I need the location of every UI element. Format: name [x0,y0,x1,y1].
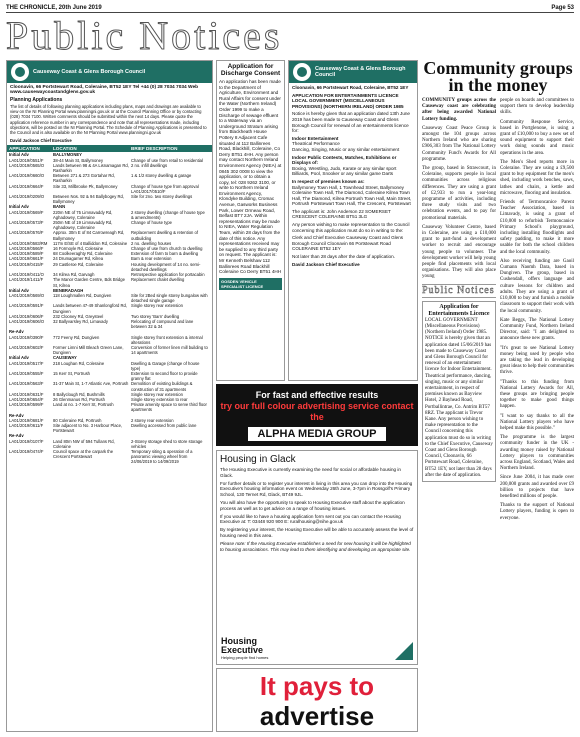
housing-in-glack-notice [216,450,418,665]
table-row [7,262,212,272]
council-address: Cloonavin, 66 Portstewart Road, Coleraine, BT52 1EY Tel +44 (0) 28 7034 7034 Web www.causewaycoastandglens.gov.uk [10,85,199,95]
council-name: Causeway Coast & Glens Borough Council [33,69,146,75]
cell-location: 16 Formoyle Rd, Coleraine [53,246,104,252]
cell-application: Initial Adv [9,287,29,293]
cell-location: 34 Kilrea Rd, Garvagh [53,272,95,278]
logo-sub: Helping people find homes [221,655,269,660]
cell-description: Temporary siting & operation of a panoramic viewing wheel from 24/06/2019 to 14/09/2019 [131,449,193,465]
housing-body-5: By registering your interest, the Housing Executive will be able to accurately assess the level of housing need in this area. [220,527,414,538]
table-row [7,220,212,230]
cell-location: 218 Loughan Rd, Coleraine [53,360,105,366]
cell-location: 24 Drumagarner Rd, Kilrea [53,256,104,262]
planning-intro: The list of details of following planning applications including plans, maps and drawings are available to view on the NI Planning Portal www.planningni.gov.uk or at the Council Planning Office or by contacting (028) 7034 7100. Written comments should be submitted within the next 14 days. Please quote the application reference number in any correspondence and note that all representations made, including objections, will be posted on the NI Planning Portal. The Schedule of Planning Applications is presented to the Council and is also available on the NI Planning Portal www.planningni.gov.uk [10,104,207,136]
cell-description: 2-Storey storage shed to store storage vehicles [131,438,203,449]
cell-location: BANN [53,204,66,210]
public-notices-masthead: Public Notices [6,13,283,58]
licence-clerk: Clerk and Chief Executive Causeway Coast and Glens Borough Council Cloonavin 66 Portstewart Road COLERAINE BT52 1EY [292,235,404,252]
lic-box-body: LOCAL GOVERNMENT (Miscellaneous Provisions) (Northern Ireland) Order 1985. NOTICE is hereby given that an application dated 15/06/2019 has been made to Causeway Coast and Glens Borough Council for renewal of an entertainment licence for Indoor Entertainment. Theatrical performance, dancing, singing, music or any similar entertainment, in respect of premises known as Bayview Hotel, 2 Bayhead Road, Portballintrae, Co. Antrim BT57 8RZ. The applicant is Trevor Kane. Any person wishing to make representation to the Council concerning this application must do so in writing to the Chief Executive, Causeway Coast and Glens Borough Council, Cloonavin, 66 Portstewart Road, Coleraine, BT52 1EY, not later than 28 days after the date of application. [425,317,493,478]
housing-body-1: The Housing Executive is currently examining the need for social or affordable housing in Glack. [220,467,401,478]
cell-application: LA01/2019/0576/F [9,230,44,236]
cell-location: 80 Coleraine Rd, Portrush [53,417,102,423]
cell-application: LA01/2019/0606/O [9,318,45,324]
table-row [7,361,212,371]
article-para: Kate Beggs, The National Lottery Community Fund, Northern Ireland Director, said: "I am delighted to announce these new grants. [500,317,574,342]
cell-description: 2 no. dwelling houses [131,240,172,246]
licence-premises-label: In respect of premises known as: [292,178,365,184]
cell-application: LA01/2019/0107/F [9,438,44,444]
cell-location: 32 Ballyvarsley Rd, Limavady [53,318,108,324]
it-pays-advert [216,668,418,732]
discharge-body: An application has been made to the Department of Agriculture, Environment and Rural Affairs for consent under the Water (Northern Ireland) Order 1999 to make a Discharge of sewage effluent to a Waterway via an Underground Stratum arising from Blackheath House Pottery 8 Adjacent Cafe situated at 112 Ballinrees Road, Blackhill, Coleraine, Co Derry BT51 4HH. Any person may contact Northern Ireland Environment Agency (NIEA) at 0845 302 0008 to view the application, or to obtain a copy, tel: 028 9262 3100, or write to Northern Ireland Environment Agency, Klondyke Building, Cromac Avenue, Gasworks Business Park, Lower Ormeau Road, Belfast BT7 2JA. Within representations may be made to NIEA, Water Regulation Team, within 28 days from the date of this notice. Any representations received may be supplied to any third party on request. The applicant is: Mr Kenneth Belshaw 112 Ballinrees Road Blackhill Coleraine Co Derry BT51 4HH [219,79,282,275]
article-para: The Men's Shed reports more in Coleraine. They are using a £9,500 grant to buy equipment for the men's shed, including work benches, saws, lathes and chairs, a kettle and microwave, flooring and insulation. [500,159,574,196]
cell-location: Site 33, Millbrooke Pk, Ballymoney [53,183,118,189]
planning-table-header [7,145,212,152]
cell-description: Single storey extension to rear [131,396,188,402]
licence-contests-value: Boxing, Wrestling, Judo, Karate or any similar sport Billiards, Pool, Snooker or any similar game Darts [292,165,397,177]
licence-type-label: Indoor Entertainment [292,135,339,141]
discharge-title: Application for Discharge Consent [220,63,281,77]
licence-applicant: The applicant is: John Anderson 22 SOMERSET CRESCENT COLERAINE BT51 3LG [292,208,391,220]
table-row [7,345,212,355]
cell-application: LA01/2019/1411/F [9,277,44,283]
cell-description: Change of house type from approval LA01/2017/0510/F [131,183,199,194]
cell-application: LA01/2019/0661/F [9,256,44,262]
cell-application: Initial Adv [9,204,29,210]
cell-application: LA01/2019/0569/O [9,292,45,298]
cell-location: Between 271 & 273 Gortahar Rd, Rasharkin [53,173,115,184]
article-para: Causeway Volunteer Centre, based in Coleraine, are using a £10,000 grant to part-fund a development worker to recruit and encourage young people to volunteer. The development worker will help young people find placements with local organisations. They will also place young [422,224,496,280]
cell-description: Housing development of 14 no. semi-detached dwellings [131,261,201,272]
cell-application: LA01/2019/0565/O [9,162,45,168]
table-row [7,210,212,220]
cell-location: 232 Clooney Rd, Greysteel [53,313,104,319]
cell-description: Dwelling accessed from public lane [131,422,197,428]
cell-location: 38-44 Main St, Ballymoney [53,157,104,163]
table-row [7,335,212,345]
licence-signoff: David Jackson Chief Executive [292,261,360,267]
cell-application: LA01/2019/0591/F [9,303,44,309]
table-row [7,303,212,313]
licence-type-items: Dancing, Singing, Music or any similar entertainment [292,146,400,152]
cell-application: LA01/2019/0599/F [9,402,44,408]
article-para: Also receiving funding are Gaoil Cumann Naomh Dara, based in Dungiven. The group, based in Cushendall, offers language and culture lessons for children and adults. They are using a grant of £10,000 to buy and furnish a mobile classroom to support their work with the local community. [500,258,574,314]
cell-location: BENBRADAGH [53,287,84,293]
logo-line-2: Executive [221,645,264,655]
table-row [7,194,212,204]
cell-application: LA01/2019/0411/O [9,272,44,278]
table-row [7,319,212,329]
article-para: The programme is the largest community funder in the UK - awarding money raised by National Lottery players to communities across England, Scotland, Wales and Northern Ireland. [500,435,574,472]
cell-description: Single storey rear extension [131,391,183,397]
pays-line-1: It pays to [259,671,375,701]
cell-location: 772 Feeny Rd, Dungiven [53,334,100,340]
cell-application: LA01/2019/0415/F [9,261,44,267]
cell-location: CAUSEWAY [53,355,77,361]
cell-application: LA01/2019/0583/RM [9,240,48,246]
cell-description: Change of house type [131,220,172,226]
table-row [7,423,212,433]
cell-location: 220m NE of 75 Limnavaddy Rd, Aghadowey, Coleraine [53,209,113,220]
licence-address: Cloonavin, 66 Portstewart Road, Coleraine, BT52 1EY [292,85,409,90]
cell-location: Council space at the carpark the Crescent Portstewart [53,449,114,460]
article-para: Causeway Coast Peace Group is amongst the 104 groups across Northern Ireland who are sharing £906,303 from The National Lottery Community Fund's Awards for All programme. [422,125,496,162]
cell-location: 250m NE of 19 Limnavaddy Rd, Aghadowey, Coleraine [53,220,113,231]
discharge-footer-band: GOSDEN VEHICLE SPECIALIST LICENCE [219,278,282,290]
cell-application: Initial Adv [9,152,29,158]
licence-type-value: Theatrical Performance [292,141,340,147]
cell-location: The Manor Garden Centre, Bds Bridge St, Kilrea [53,277,125,288]
triangle-mark-icon [395,642,413,660]
table-row [7,277,212,287]
logo-line-1: Housing [221,636,257,646]
cell-description: Single storey front extension & internal alterations [131,334,203,345]
licence-premises: Ballymoney Town Hall, 1 Townhead Street, Ballymoney Coleraine Town Hall, The Diamond, Coleraine Kilrea Town Hall, The Diamond, Kilrea Portrush Town Hall, Main Street, Portrush Portstewart Town Hall, The Crescent, Portstewart [292,184,412,207]
article-headline: Community groups in the money [423,60,573,95]
article-para: Community Response Service, based in Portglenone, is using a grant of £10,000 to buy a new set of sound equipment to support their work doing sounds and music operations in the area. [500,119,574,156]
col-location: LOCATION [53,146,77,152]
cell-location: 118 Loughmallen Rd, Dungiven [53,292,112,298]
discharge-consent-panel [216,60,285,381]
cell-location: 15 Kerr St, Portrush [53,370,91,376]
cell-description: Site for 2Bed single storey bungalow with detached single garage [131,292,208,304]
cell-description: Site for 2no. two storey dwellings [131,194,193,200]
cell-application: Re-Adv [9,329,24,335]
cell-description: 1 & 1/2 storey dwelling & garage [131,173,192,179]
planning-title: Planning Applications [10,97,63,103]
col-application: APPLICATION [9,146,40,152]
cell-description: Replacement chalet dwelling [131,277,185,283]
cell-description: Two storey 'Barn' dwelling [131,313,180,319]
licence-contests-label: Indoor Public Contests, Matches, Exhibitions or Displays of: [292,154,397,166]
alpha-line-1: For fast and effective results [255,390,379,400]
licence-deadline: Not later than 28 days after the date of application. [292,254,395,260]
article-para: The group, based in Strawcourt, in Coleraine, supports people in local communities across religious differences. They are using a grant of £2,933 to run a year-long programme of activities, including three study visits and two celebration events, and to pay for promotional materials. [422,166,496,221]
article-para: "I want to say thanks to all the National Lottery players who have helped make this possible." [500,413,574,431]
cell-application: LA01/2019/0589/F [9,251,44,257]
bayview-licence-box [422,301,496,482]
cell-description: Change of use from church to dwelling [131,246,203,252]
table-row [7,184,212,194]
licence-council-name: Causeway Coast & Glens Borough Council [315,66,406,78]
cell-application: LA01/2019/0660/O [9,173,45,179]
cell-description: Dwelling & Garage (change of house type) [131,360,200,371]
cell-application: LA01/2019/0602/F [9,344,44,350]
cell-application: LA01/2019/0681/F [9,417,44,423]
licence-objection: Any person wishing to make representation to the Council concerning this application must do so in writing to the: [292,222,410,233]
cell-description: Replacement dwelling & retention of outbuilding [131,230,199,241]
header-right: Page 53 [551,4,574,11]
table-row [7,173,212,183]
cell-description: Extension of farm to barn & dwelling [131,251,199,257]
council-logo-icon [11,63,29,81]
table-row [7,449,212,465]
licence-council-band [289,61,417,83]
cell-application: Re-Adv [9,433,24,439]
cell-description: Barn & rear extension [131,256,172,262]
cell-application: LA01/2019/0573/F [9,220,44,226]
cell-location: Former Limni Mill Bleach Green Lane, Dungiven [53,344,124,356]
cell-location: Land 80m NW of 594 Tullans Rd, Coleraine [53,438,115,449]
col-description: BRIEF DESCRIPTION [131,146,178,152]
cell-description: Conversion of former linen mill building to 14 apartments [131,344,208,356]
cell-location: 26 Glenmanus Rd, Portrush [53,396,105,402]
alpha-line-3: ALPHA MEDIA GROUP [248,427,387,441]
cell-location: Lands between 98 & 4A Lisnamagan Rd, Rasharkin [53,162,129,174]
cell-application: LA01/2019/0390/F [9,334,44,340]
table-row [7,163,212,173]
cell-description: Demolition of existing buildings & construction of 31 apartments [131,381,193,392]
cell-application: LA01/2019/0664/F [9,183,44,189]
table-row [7,230,212,240]
article-column-a [422,98,496,525]
cell-application: LA01/2019/0555/F [9,370,44,376]
cell-location: 117m E/SE of 4 Balliddon Rd, Coleraine [53,240,128,246]
cell-description: Relocating of compound and lane between 32 & 34 [131,318,194,330]
cell-application: LA01/2019/0566/F [9,246,44,252]
cell-description: Single storey rear extension [131,303,183,309]
pays-line-2: advertise [259,701,375,731]
entertainments-licence-panel [288,60,418,381]
cell-description: 2 no. infill dwellings [131,162,168,168]
cell-application: LA01/2019/0569/F [9,209,44,215]
cell-application: LA01/2019/0517/F [9,360,44,366]
article-column-b [500,98,574,525]
article-para: Friends of Termoncanice Parent Teacher Association, based in Limavady, is using a grant of £10,000 to refurbish Termoncanice Primary School's playground, including installing floodlights and safety padding, to make it more usable for both the school children and the local community. [500,200,574,255]
licence-title: APPLICATION FOR ENTERTAINMENTS LICENCE LOCAL GOVERNMENT (MISCELLANEOUS PROVISIONS) (NORTHERN IRELAND) ORDER 1985 [292,92,404,109]
housing-body-3: You will also have the opportunity to speak to Housing Executive staff about the application process as well as to get advice on a range of housing issues. [220,499,405,511]
cell-description: Extension to second floor to provide granny flat [131,370,198,382]
housing-body-6: Please note: If the Housing Executive establishes a need for new housing it will be highlighted to housing associations. This may lead to them identifying and developing an appropriate site. [220,540,411,552]
cell-location: Lands between 47-49 Shanlongford Rd, Dungiven [53,303,128,314]
cell-application: LA01/2019/0563/F [9,381,44,387]
header-left: THE CHRONICLE, 20th June 2019 [6,4,102,11]
planning-signoff: David Jackson Chief Executive [10,138,72,144]
mini-public-notices: Public Notices [422,284,495,296]
article-para: "Thanks to this funding from National Lottery Awards for All, these groups are bringing people together to make good things happen. [500,379,574,410]
article-para: people on boards and committees to support them to develop leadership skills. [500,98,574,116]
housing-body-2: For further details or to register your interest in living in this area you can drop into the Housing Executive's housing information event on Wednesday 26th June, 3-7pm in Rossgolf's Primary School, 130 Ternet Rd, Glack, BT49 9JL. [220,480,413,498]
cell-description: Change of use from retail to residential [131,157,203,163]
cell-location: 31-37 Main St, 1-7 Atlantic Ave, Portrush [53,381,129,387]
page-header [6,3,574,13]
table-row [7,439,212,449]
council-logo-icon [293,63,311,81]
planning-table-body [7,152,212,464]
cell-location: 8 Ballyclough Rd, Bushmills [53,391,105,397]
cell-location: Land at no. 1-7 Kerr St, Portrush [53,402,114,408]
cell-location: 68 Coolkeeraghty Rd, Coleraine [53,251,113,257]
table-row [7,293,212,303]
licence-notice: Notice is hereby given that an application dated 13th June 2019 has been made to Causeway Coast and Glens Borough Council for renewal of an entertainments licence for: [292,111,410,134]
lic-box-title: Application for Entertainments Licence [428,303,490,317]
article-para: COMMUNITY groups across the Causeway coast are celebrating after being awarded National Lottery funding. [422,98,496,122]
cell-application: Initial Adv [9,355,29,361]
planning-applications-panel [6,60,213,732]
housing-executive-logo [221,637,281,660]
alpha-media-advert [216,384,418,446]
cell-application: LA01/2019/0631/F [9,391,44,397]
cell-location: BALLYMONEY [53,152,82,158]
cell-description: Private amenity space to serve third floor apartments [131,402,207,413]
article-para: "It's great to see National Lottery money being used by people who are taking the lead in developing great ideas to help their communities thrive. [500,345,574,376]
cell-application: LA01/2019/0551/F [9,157,44,163]
table-row [7,402,212,412]
cell-application: LA01/2019/0606/F [9,313,44,319]
cell-application: LA01/2019/0209/O [9,194,45,200]
cell-location: Site adjacent to No. 3 Harbour Place, Portstewart [53,422,123,434]
cell-location: 29 Castleroe Rd, Coleraine [53,261,104,267]
cell-description: Retrospective application for portacabin [131,272,205,278]
council-band [7,61,212,83]
table-row [7,371,212,381]
table-row [7,381,212,391]
housing-title: Housing in Glack [220,454,296,465]
community-groups-article [422,60,574,732]
cell-description: 2 storey dwelling (change of house type & amendments) [131,209,205,220]
cell-application: Re-Adv [9,412,24,418]
cell-application: LA01/2019/0474/F [9,449,44,454]
cell-description: 2 storey rear extension [131,417,174,423]
cell-location: Approx. 30m E of 84 Carrowreagh Rd, Ballymoney [53,230,125,241]
cell-application: LA01/2019/0611/F [9,422,44,428]
alpha-line-2: try our full colour advertising service contact the [220,401,414,422]
article-para: Since June 2004, it has made over 200,000 grants and awarded over £9 billion to projects that have benefited millions of people. [500,475,574,499]
article-para: Thanks to the support of National Lottery players, funding is open to everyone. [500,503,574,521]
cell-location: Between Nos. 92 & 94 Ballybogey Rd, Ballymoney [53,194,124,205]
housing-body-4: If you would like to have a housing application form sent out you can contact the Housing Executive at: T: 03448 920 900 E: ruralhousing@nihe.gov.uk [220,513,401,525]
cell-application: LA01/2019/0654/F [9,396,44,402]
